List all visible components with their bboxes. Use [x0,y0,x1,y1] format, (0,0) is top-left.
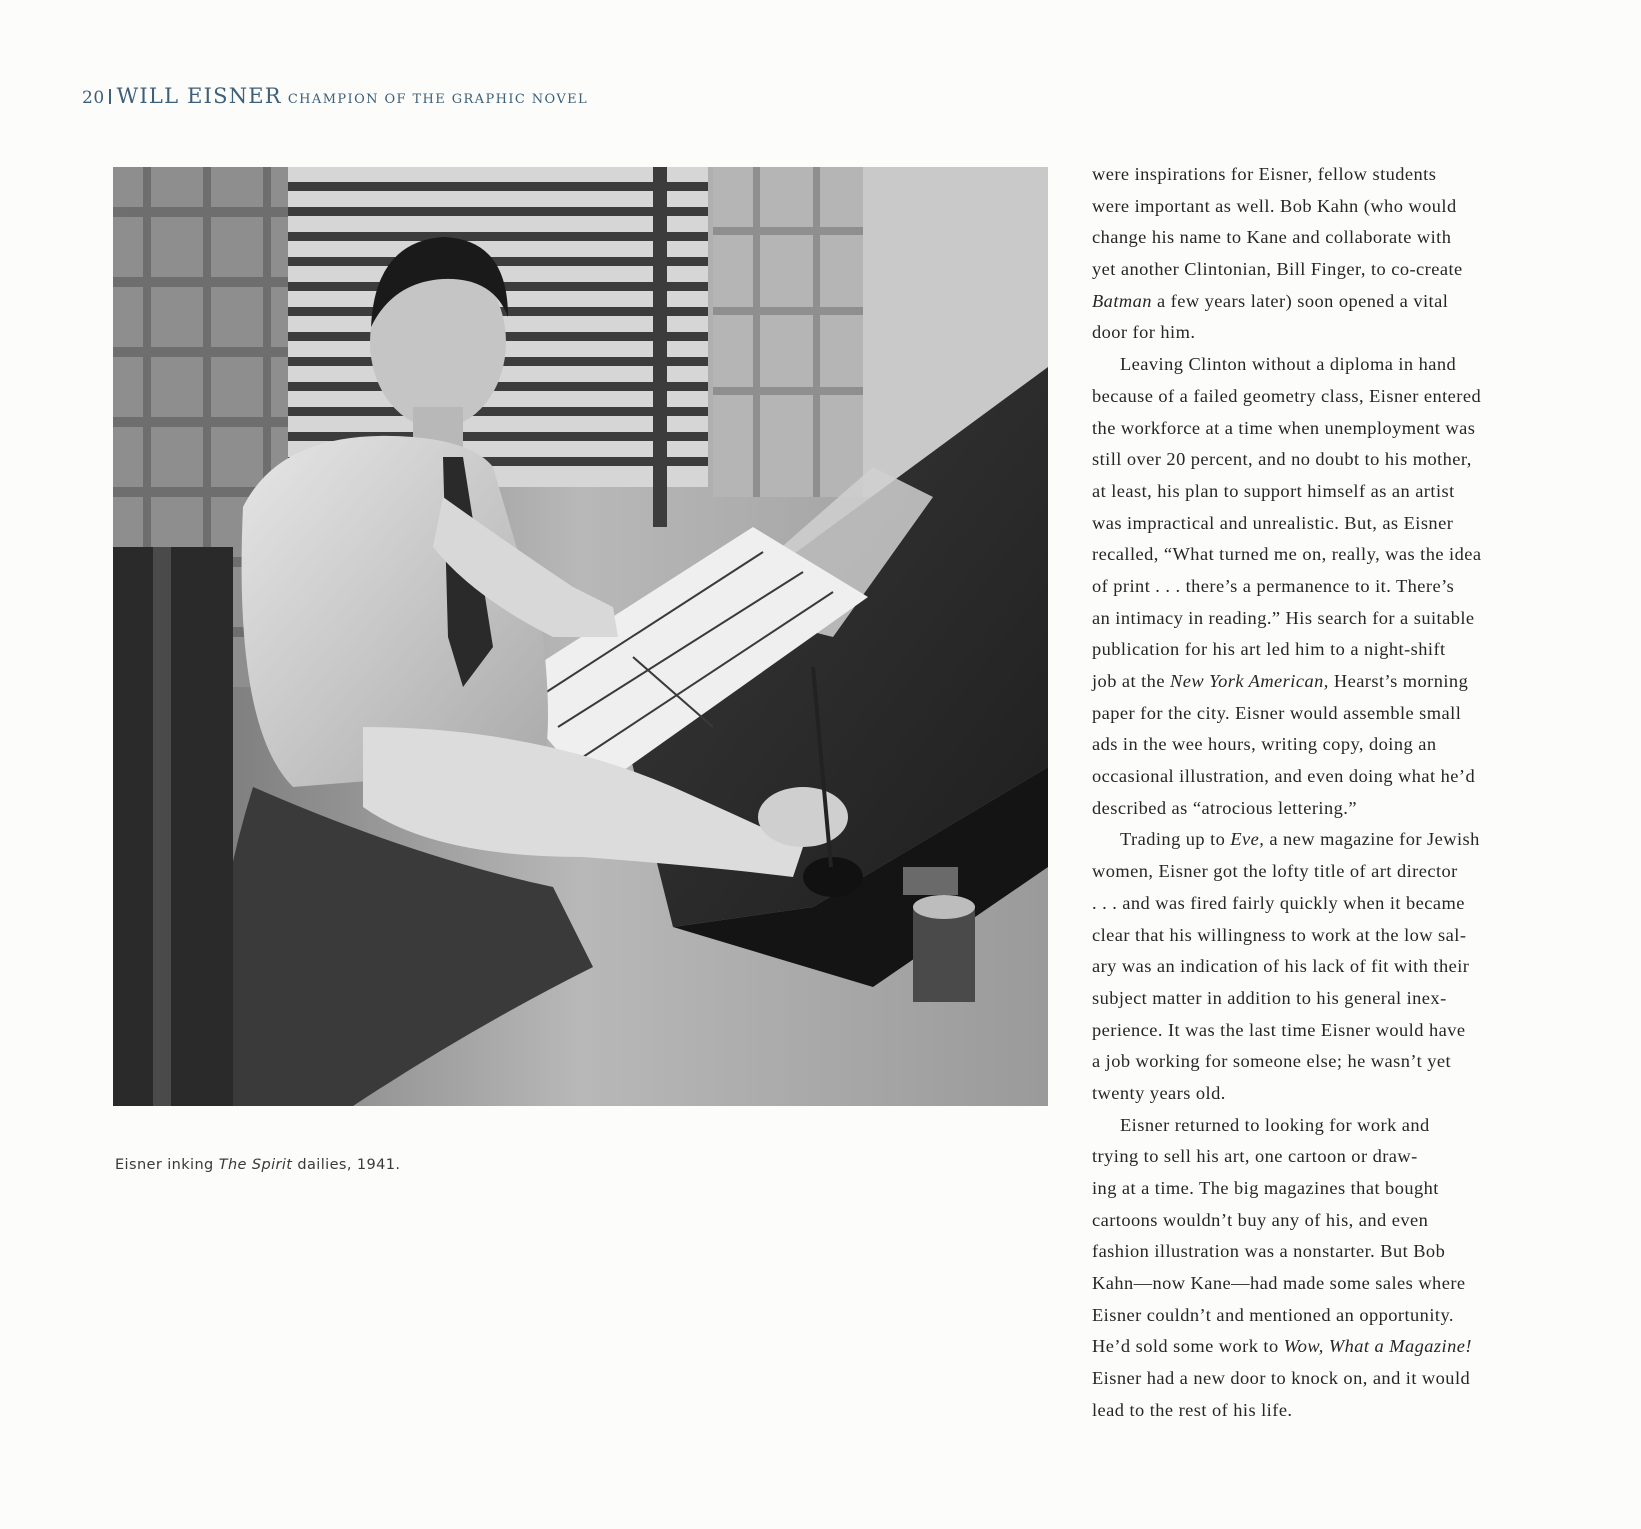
text-run: perience. It was the last time Eisner would have [1092,1019,1466,1040]
body-text-line [1092,698,1542,730]
text-run: was impractical and unrealistic. But, as Eisner [1092,512,1454,533]
text-run: fashion illustration was a nonstarter. But Bob [1092,1241,1446,1262]
body-text-line [1092,1236,1542,1268]
italic-title: New York American, [1169,671,1329,691]
body-text-line [1092,1205,1542,1237]
body-text-line [1092,349,1542,381]
body-text-line [1092,1173,1542,1205]
body-text-line [1092,761,1542,793]
text-run: were inspirations for Eisner, fellow students [1092,164,1437,184]
body-text-line [1092,444,1542,476]
body-text-line [1092,317,1542,349]
text-run: door for him. [1092,322,1196,343]
body-text-line [1092,254,1542,286]
photograph [113,167,1048,1106]
text-run: Leaving Clinton without a diploma in hand [1120,354,1457,375]
body-text-line [1092,1015,1542,1047]
body-text-line [1092,1141,1542,1173]
text-run: ads in the wee hours, writing copy, doing an [1092,734,1437,755]
running-head [82,84,588,108]
body-text-line [1092,1110,1542,1142]
book-subtitle: CHAMPION OF THE GRAPHIC NOVEL [287,92,589,107]
running-head-divider [109,89,111,104]
italic-title: Wow, What a Magazine! [1283,1336,1472,1357]
text-run: job at the [1092,671,1170,691]
body-text-line [1092,539,1542,571]
text-run: twenty years old. [1092,1082,1226,1103]
body-text-line [1092,1331,1542,1363]
caption-text-before: Eisner inking [115,1157,219,1173]
body-text-line [1092,951,1542,983]
body-text-line [1092,413,1542,445]
text-run: still over 20 percent, and no doubt to his mother, [1092,449,1472,470]
body-text-line [1092,1078,1542,1110]
text-run: a job working for someone else; he wasn’t yet [1092,1051,1452,1072]
caption-text-after: dailies, 1941. [292,1157,401,1173]
text-run: occasional illustration, and even doing what he’d [1092,766,1476,787]
body-text-line [1092,666,1542,698]
body-text-line [1092,571,1542,603]
text-run: paper for the city. Eisner would assemble small [1092,702,1462,723]
text-run: recalled, “What turned me on, really, was the idea [1092,544,1482,565]
text-run: cartoons wouldn’t buy any of his, and even [1092,1209,1429,1230]
body-text-line [1092,824,1542,856]
body-text-line [1092,222,1542,254]
body-text-line [1092,983,1542,1015]
body-text-line [1092,476,1542,508]
caption-title-italic: The Spirit [218,1157,293,1173]
text-run: of print . . . there’s a permanence to it. There’s [1092,575,1455,596]
body-text-line [1092,508,1542,540]
text-run: ary was an indication of his lack of fit with their [1092,956,1470,977]
body-text-line [1092,1363,1542,1395]
text-run: Eisner had a new door to knock on, and it would [1092,1368,1471,1389]
body-text-line [1092,729,1542,761]
italic-title: Batman [1092,290,1152,311]
text-run: He’d sold some work to [1092,1336,1284,1357]
body-text-line [1092,920,1542,952]
body-text-line [1092,634,1542,666]
text-run: at least, his plan to support himself as an artist [1092,480,1455,501]
body-text-line [1092,1300,1542,1332]
text-run: a new magazine for Jewish [1264,829,1480,850]
page-number: 20 [82,88,105,108]
text-run: clear that his willingness to work at the low sal- [1092,924,1467,945]
body-text-line [1092,1046,1542,1078]
body-text-line [1092,793,1542,825]
text-run: ing at a time. The big magazines that bought [1092,1178,1439,1198]
body-text-line [1092,159,1542,191]
text-run: subject matter in addition to his general inex- [1092,987,1447,1008]
italic-title: Eve, [1230,829,1265,850]
text-run: the workforce at a time when unemployment was [1092,417,1476,438]
text-run: lead to the rest of his life. [1092,1399,1293,1420]
text-run: Trading up to [1120,829,1231,850]
text-run: trying to sell his art, one cartoon or draw- [1092,1146,1418,1167]
text-run: publication for his art led him to a night-shift [1092,639,1446,660]
text-run: Eisner couldn’t and mentioned an opportunity. [1092,1304,1454,1325]
text-run: women, Eisner got the lofty title of art director [1092,861,1458,882]
body-text-column [1092,159,1542,1427]
text-run: were important as well. Bob Kahn (who would [1092,195,1457,216]
text-run: yet another Clintonian, Bill Finger, to co-create [1092,259,1463,280]
body-text-line [1092,603,1542,635]
body-text-line [1092,1395,1542,1427]
photo-caption [115,1157,400,1173]
text-run: . . . and was fired fairly quickly when it became [1092,892,1465,913]
text-run: Eisner returned to looking for work and [1120,1114,1430,1135]
text-run: a few years later) soon opened a vital [1151,290,1449,311]
body-text-line [1092,856,1542,888]
body-text-line [1092,1268,1542,1300]
body-text-line [1092,191,1542,223]
book-title: WILL EISNER [116,84,282,108]
text-run: because of a failed geometry class, Eisner entered [1092,385,1482,406]
text-run: an intimacy in reading.” His search for a suitable [1092,607,1475,628]
text-run: described as “atrocious lettering.” [1092,797,1357,818]
body-text-line [1092,286,1542,318]
photograph-icon [113,167,1048,1106]
text-run: change his name to Kane and collaborate with [1092,227,1452,248]
text-run: Kahn—now Kane—had made some sales where [1092,1273,1466,1294]
body-text-line [1092,888,1542,920]
body-text-line [1092,381,1542,413]
text-run: Hearst’s morning [1328,671,1469,691]
